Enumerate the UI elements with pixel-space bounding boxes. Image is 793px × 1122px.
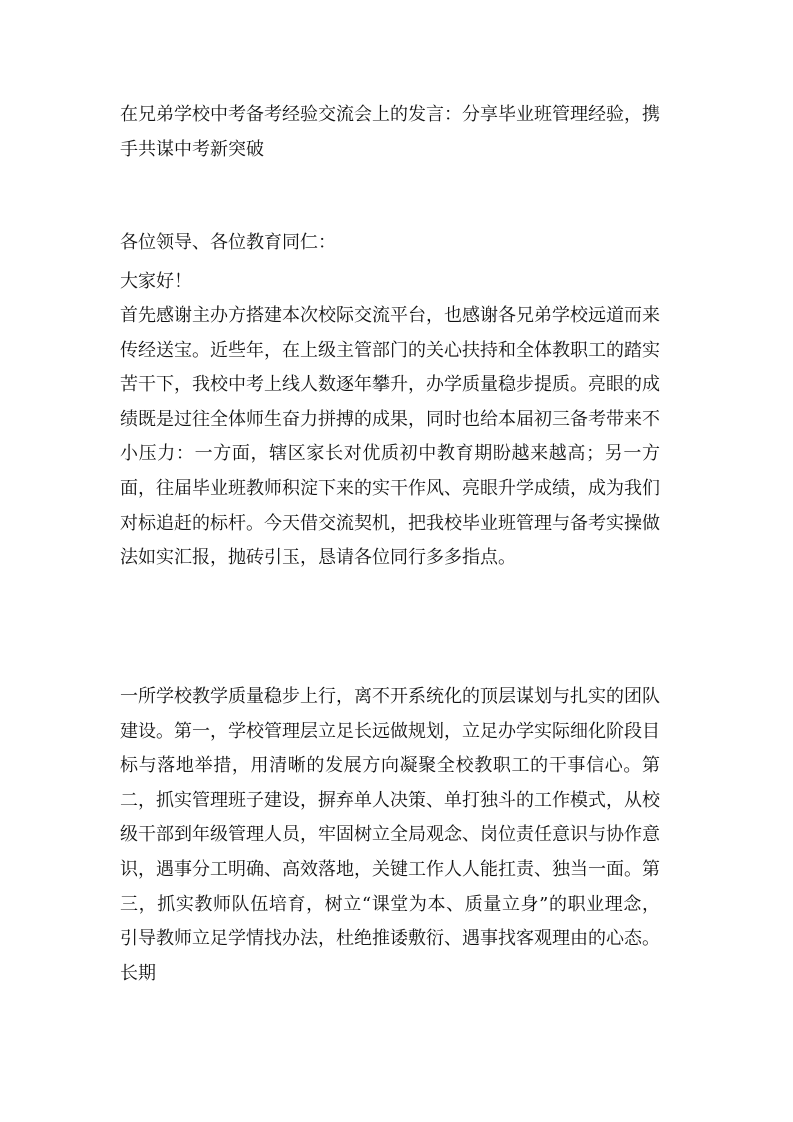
document-title: 在兄弟学校中考备考经验交流会上的发言：分享毕业班管理经验，携手共谋中考新突破 <box>120 104 660 160</box>
greeting: 大家好！ <box>120 271 192 292</box>
paragraph: 一所学校教学质量稳步上行，离不开系统化的顶层谋划与扎实的团队建设。第一，学校管理层立足长远做规划，立足办学实际细化阶段目标与落地举措，用清晰的发展方向凝聚全校教职工的干事信心。第二，抓实管理班子建设，摒弃单人决策、单打独斗的工作模式，从校级干部到年级管理人员，牢固树立全局观念、岗位责任意识与协作意识，遇事分工明确、高效落地，关键工作人人能扛责、独当一面。第三，抓实教师队伍培育，树立“课堂为本、质量立身”的职业理念，引导教师立足学情找办法，杜绝推诿敷衍、遇事找客观理由的心态。长期 <box>120 686 660 984</box>
salutation: 各位领导、各位教育同仁： <box>120 232 336 253</box>
paragraph: 首先感谢主办方搭建本次校际交流平台，也感谢各兄弟学校远道而来传经送宝。近些年，在上级主管部门的关心扶持和全体教职工的踏实苦干下，我校中考上线人数逐年攀升，办学质量稳步提质。亮眼的成绩既是过往全体师生奋力拼搏的成果，同时也给本届初三备考带来不小压力：一方面，辖区家长对优质初中教育期盼越来越高；另一方面，往届毕业班教师积淀下来的实干作风、亮眼升学成绩，成为我们对标追赶的标杆。今天借交流契机，把我校毕业班管理与备考实操做法如实汇报，抛砖引玉，恳请各位同行多多指点。 <box>120 305 660 569</box>
